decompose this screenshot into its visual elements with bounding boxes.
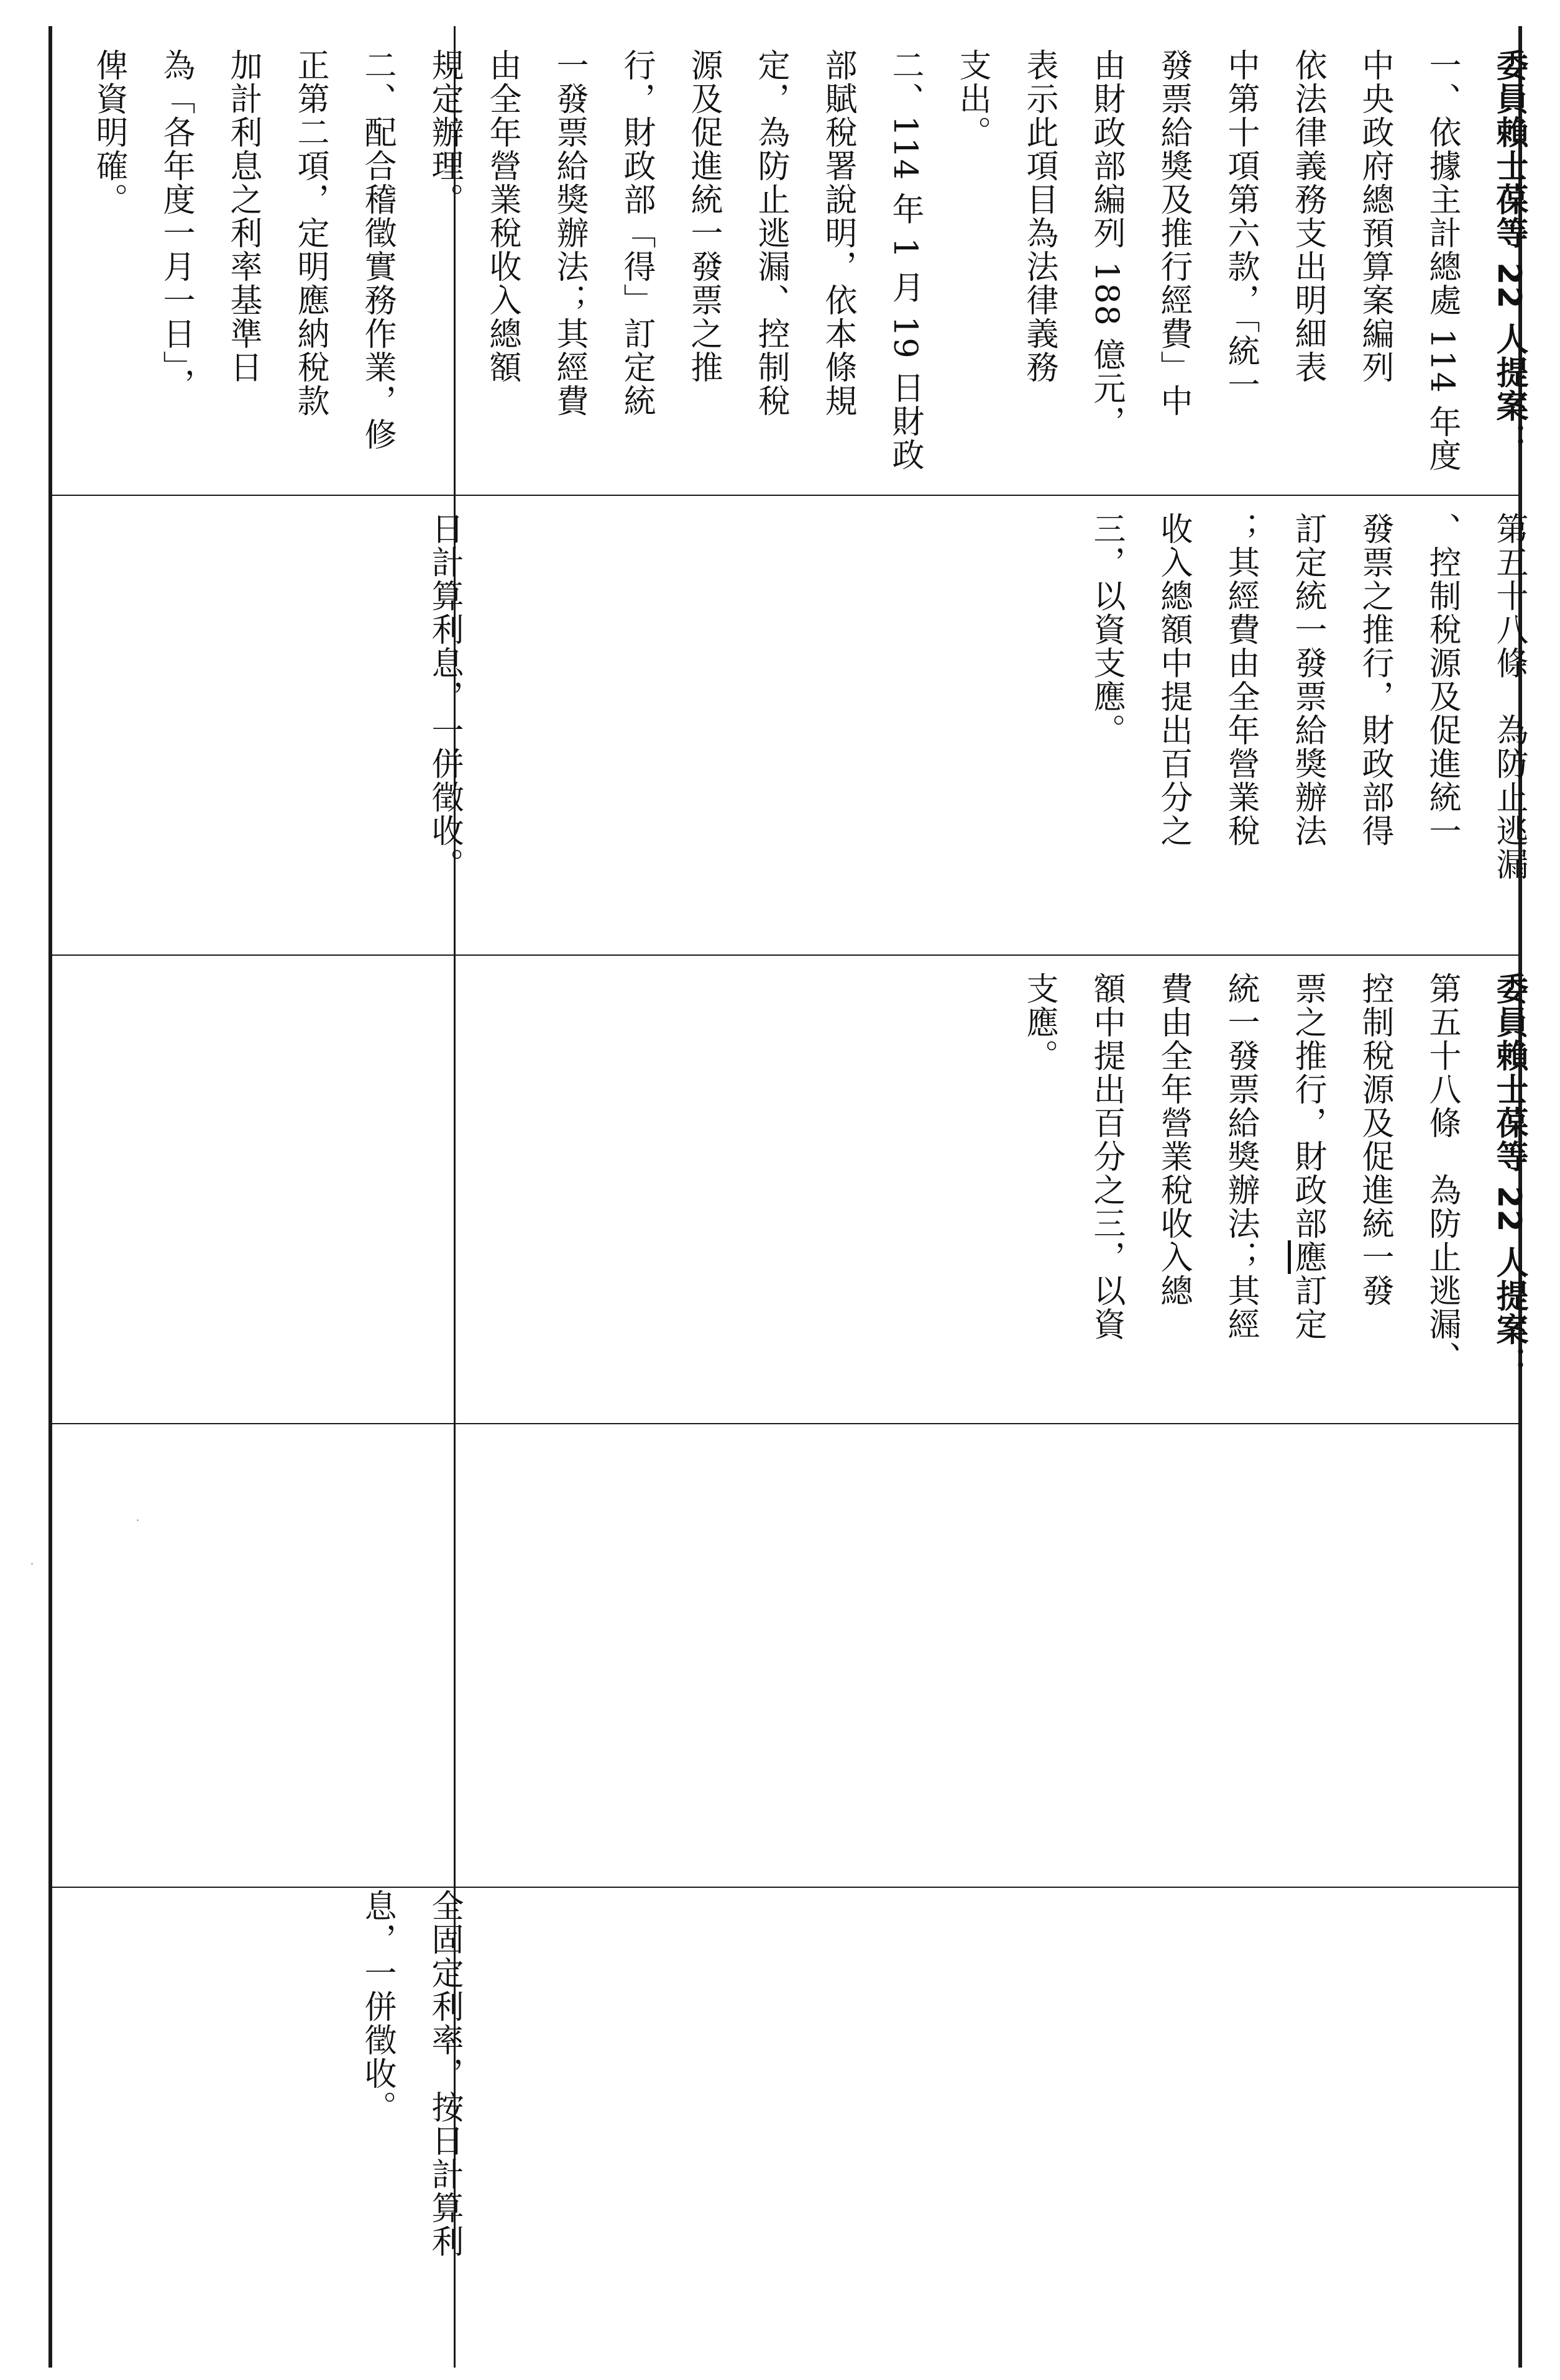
text-line: 加計利息之利率基準日 xyxy=(224,48,262,384)
text-line: 二、114 年 1 月 19 日財政 xyxy=(886,48,924,472)
text-line: 源及促進統一發票之推 xyxy=(685,48,722,384)
top-explanation-text xyxy=(75,48,478,490)
scan-speck xyxy=(137,1519,139,1521)
text-line: 中第十項第六款，「統一 xyxy=(1222,48,1259,401)
text-line: 一、依據主計總處 114 年度 xyxy=(1423,48,1461,473)
text-line: 中央政府總預算案編列 xyxy=(1356,48,1393,384)
column-divider-1 xyxy=(50,495,1520,496)
text-line: 規定辦理。 xyxy=(426,48,463,216)
text-line: 統一發票給獎辦法；其經 xyxy=(1222,972,1259,1341)
text-line: 行，財政部「得」訂定統 xyxy=(618,48,655,418)
bottom-proposal-cell xyxy=(456,957,1528,1421)
text-line: 一發票給獎辦法；其經費 xyxy=(551,48,588,418)
text-line: 、控制稅源及促進統一 xyxy=(1423,512,1461,848)
proposal-heading: 委員賴士葆等 22 人提案： xyxy=(1490,972,1528,1380)
text-line: 依法律義務支出明細表 xyxy=(1289,48,1326,384)
text-line: 支出。 xyxy=(953,48,991,149)
top-current-law-cell xyxy=(52,497,463,951)
top-left-cell xyxy=(52,1889,463,2361)
text-line: 表示此項目為法律義務 xyxy=(1021,48,1058,384)
bottom-proposal-text xyxy=(1006,972,1543,1435)
text-line: 俾資明確。 xyxy=(90,48,127,216)
text-line: 二、配合稽徵實務作業，修 xyxy=(359,48,396,451)
text-line: 全固定利率，按日計算利 xyxy=(426,1889,463,2258)
bottom-explanation-cell xyxy=(456,48,1528,490)
text-line: 第五十八條 為防止逃漏、 xyxy=(1423,972,1461,1375)
bottom-current-law-cell xyxy=(456,497,1528,951)
text-line: 發票之推行，財政部得 xyxy=(1356,512,1393,848)
text-segment: 票之推行，財政部 xyxy=(1289,972,1326,1240)
text-line: 訂定統一發票給獎辦法 xyxy=(1289,512,1326,848)
text-line: 發票給獎及推行經費」中 xyxy=(1155,48,1192,418)
proposal-heading: 委員賴士葆等 22 人提案： xyxy=(1490,48,1528,457)
text-line xyxy=(1274,972,1341,1435)
top-explanation-cell xyxy=(52,48,463,490)
text-line: 三，以資支應。 xyxy=(1088,512,1125,747)
text-line: 第五十八條 為防止逃漏 xyxy=(1490,512,1528,881)
text-line: 部賦稅署說明，依本條規 xyxy=(819,48,856,418)
bottom-explanation-text xyxy=(469,48,1543,490)
text-line: 由全年營業稅收入總額 xyxy=(484,48,521,384)
text-segment: 訂定 xyxy=(1289,1274,1326,1341)
text-line: 由財政部編列 188 億元， xyxy=(1088,48,1125,439)
text-line: 費由全年營業稅收入總 xyxy=(1155,972,1192,1307)
text-line: 正第二項，定明應納稅款 xyxy=(291,48,329,418)
text-line: 額中提出百分之三，以資 xyxy=(1088,972,1125,1341)
text-line: ；其經費由全年營業稅 xyxy=(1222,512,1259,848)
underlined-amendment: 應 xyxy=(1289,1240,1326,1274)
column-divider-4 xyxy=(50,1887,1520,1888)
text-line: 為「各年度一月一日」， xyxy=(157,48,195,401)
text-line: 息，一併徵收。 xyxy=(359,1889,396,2124)
bottom-current-law-text xyxy=(1073,512,1543,966)
top-left-text xyxy=(344,1889,478,2361)
text-line: 收入總額中提出百分之 xyxy=(1155,512,1192,848)
text-line: 控制稅源及促進統一發 xyxy=(1356,972,1393,1307)
text-line: 支應。 xyxy=(1021,972,1058,1073)
scan-speck xyxy=(31,1563,33,1565)
text-line: 定，為防止逃漏、控制稅 xyxy=(752,48,789,418)
text-line: 日計算利息，一併徵收。 xyxy=(426,512,463,881)
